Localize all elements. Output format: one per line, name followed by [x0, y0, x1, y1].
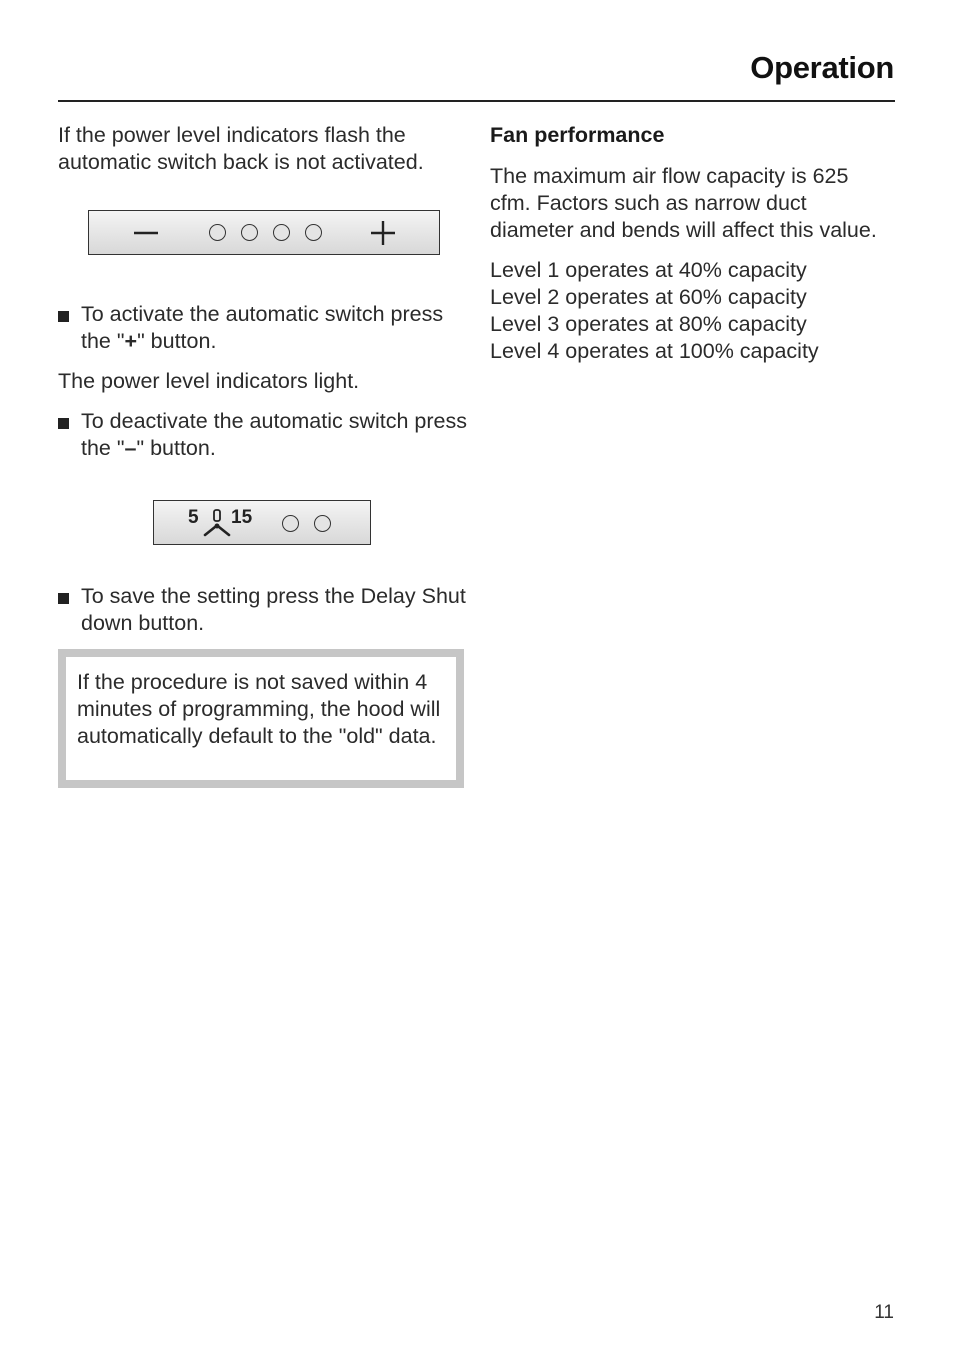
level-line: Level 3 operates at 80% capacity [490, 312, 807, 336]
delay-indicator [314, 515, 331, 532]
level-line: Level 4 operates at 100% capacity [490, 339, 819, 363]
delay-shutdown-panel [153, 500, 371, 545]
note-text: If the procedure is not saved within 4 minutes of programming, the hood will automatically default to the "old" data. [77, 670, 441, 748]
bullet-save [58, 583, 476, 637]
level-line: Level 1 operates at 40% capacity [490, 258, 807, 282]
level-line: Level 2 operates at 60% capacity [490, 285, 807, 309]
power-control-panel [88, 210, 440, 255]
bullet-activate [58, 301, 451, 355]
bullet-square-icon [58, 311, 69, 322]
fan-performance-heading: Fan performance [490, 123, 665, 147]
power-level-indicator [241, 224, 258, 241]
plus-key-label: + [124, 329, 138, 353]
title-divider [58, 100, 895, 102]
bullet-save-text: To save the setting press the Delay Shut down button. [81, 584, 466, 635]
right-column [490, 122, 890, 365]
bullet-deactivate-text-end: " button. [136, 436, 216, 460]
note-box [58, 649, 464, 788]
delay-label-15: 15 [231, 507, 253, 528]
bullet-activate-text: To activate the automatic switch press the " [81, 302, 444, 353]
capacity-paragraph: The maximum air flow capacity is 625 cfm. Factors such as narrow duct diameter and bends will affect this value. [490, 164, 877, 242]
minus-icon[interactable] [131, 218, 161, 248]
delay-indicator [282, 515, 299, 532]
intro-paragraph: If the power level indicators flash the automatic switch back is not activated. [58, 123, 424, 174]
bullet-deactivate [58, 408, 471, 462]
indicators-light-text: The power level indicators light. [58, 369, 360, 393]
minus-key-label: – [124, 436, 137, 460]
left-column [58, 122, 468, 637]
power-level-indicator [273, 224, 290, 241]
bullet-square-icon [58, 418, 69, 429]
power-level-indicator [209, 224, 226, 241]
delay-label-5: 5 [188, 507, 199, 528]
power-level-indicator [305, 224, 322, 241]
bullet-activate-text-end: " button. [137, 329, 217, 353]
fan-icon[interactable] [201, 508, 233, 538]
bullet-deactivate-text: To deactivate the automatic switch press the " [81, 409, 467, 460]
plus-icon[interactable] [368, 218, 398, 248]
levels-list [490, 257, 890, 365]
bullet-square-icon [58, 593, 69, 604]
page-title: Operation [750, 50, 894, 85]
page-number: 11 [874, 1302, 894, 1323]
